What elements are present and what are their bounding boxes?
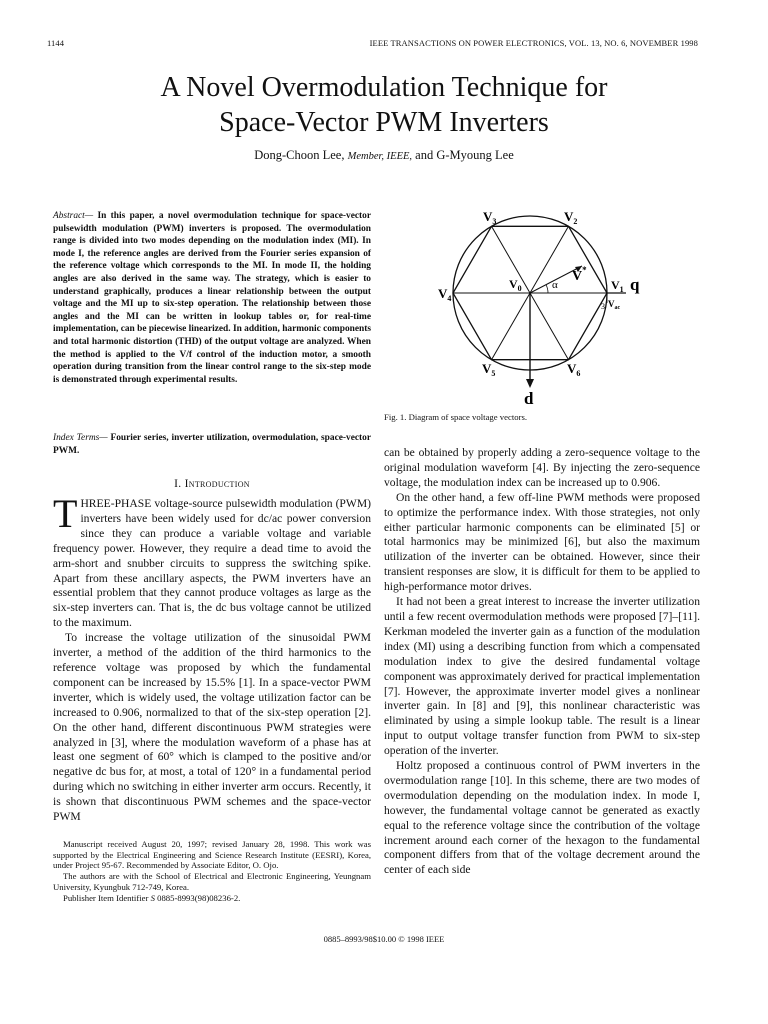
title-line-1: A Novel Overmodulation Technique for (160, 72, 608, 103)
index-terms-text: Fourier series, inverter utilization, overmodulation, space-vector PWM. (53, 433, 372, 456)
section-title: Introduction (184, 478, 250, 490)
right-paragraph-1: can be obtained by properly adding a zero-sequence voltage to the original modulation waveform [4]. By injecting the zero-sequence voltage, the modulation index can be increased up to 0.906. (384, 446, 700, 489)
index-terms (53, 432, 371, 457)
footnotes (53, 839, 371, 903)
alpha-arc (546, 285, 548, 293)
right-paragraph-4: Holtz proposed a continuous control of PWM inverters in the overmodulation range [10]. In this scheme, there are two modes of overmodulation depending on the modulation index. In mode I, however, the fundamental voltage cannot be generated as exactly equal to the reference voltage since the contribution of the voltage increment around each corner of the hexagon to the fundamental component differs from that of the voltage decrement around the center of each side (384, 759, 700, 877)
figure-space-vectors (430, 206, 660, 406)
label-v6: $V_6$ (567, 361, 581, 378)
footnote-manuscript: Manuscript received August 20, 1997; revised January 28, 1998. This work was supported by the Electrical Engineering and Science Research Institute (EESRI), Korea, under Project 95-67. Recommended by Associate Editor, O. Ojo. (53, 839, 371, 871)
label-v3: $V_3$ (483, 209, 497, 226)
label-v5: $V_5$ (482, 361, 496, 378)
drop-cap: T (53, 491, 78, 536)
member-affiliation: Member, IEEE, (347, 151, 413, 162)
label-v0: $V_0$ (509, 277, 522, 293)
author-2: and G-Myoung Lee (415, 148, 514, 162)
label-q-axis: q (630, 275, 640, 294)
page-number: 1144 (47, 38, 65, 48)
section-heading (53, 478, 371, 490)
footnote-identifier-rest: 0885-8993(98)08236-2. (157, 892, 241, 903)
index-terms-label: Index Terms— (53, 433, 108, 443)
label-v4: $V_4$ (438, 286, 452, 303)
footnote-affiliation: The authors are with the School of Electrical and Electronic Engineering, Yeungnam University, Kyungbuk 712-749, Korea. (53, 871, 371, 892)
abstract-text: In this paper, a novel overmodulation technique for space-vector pulsewidth modulation (PWM) inverters is proposed. The overmodulation range is divided into two modes depending on the modulation index (MI). In mode I, the reference angles are derived from the Fourier series expansion of the reference voltage which corresponds to the MI. In mode II, the holding angles are also derived in the same way. The strategy, which is easier to understand graphically, produces a linear relationship between the output voltage and the MI up to six-step operation. The relationship between those angles and the MI can be written in lookup tables or, for real-time implementation, can be piecewise linearized. In addition, harmonic components and total harmonic distortion (THD) of the output voltage are analyzed. When the method is applied to the V/f control of the induction motor, a smooth operation during transition from the linear control range to the six-step mode is demonstrated through experimental results. (53, 211, 371, 385)
right-paragraph-2: On the other hand, a few off-line PWM methods were proposed to optimize the performance index. With those strategies, not only either particular harmonic components can be eliminated [5] or total harmonics may be minimized [6], but also the maximum utilization of the inverter can be obtained. However, since their transient responses are slow, it is difficult for them to be applied to high-performance motor drives. (384, 490, 700, 594)
copyright-footer: 0885–8993/98$10.00 © 1998 IEEE (323, 934, 445, 944)
abstract-label: Abstract— (53, 211, 94, 221)
paper-title (0, 70, 768, 140)
label-vac: $V_{ac}$ (608, 299, 621, 311)
title-line-2: Space-Vector PWM Inverters (219, 107, 549, 138)
label-v2: $V_2$ (564, 209, 578, 226)
label-vstar: V* (572, 265, 587, 284)
section-numeral: I. (174, 478, 182, 490)
right-paragraph-3: It had not been a great interest to increase the inverter utilization until a few recent overmodulation methods were proposed [7]–[11]. Kerkman modeled the inverter gain as a function of the modulation index (MI) using a describing function from which a compensated modulation index to give the desired fundamental voltage component was approximately derived for practical implementation [7]. However, the approximate inverter model gives a nonlinear inverter gain. In [8] and [9], this nonlinear characteristic was eliminated by using a simple lookup table. The result is a linear input to output voltage transfer function from PWM to six-step operation of the inverter. (384, 595, 700, 758)
author-line (0, 148, 768, 163)
footnote-identifier (53, 893, 371, 904)
label-alpha: α (552, 279, 558, 291)
d-axis-arrowhead (526, 379, 534, 388)
footnote-identifier-prefix: Publisher Item Identifier (63, 892, 149, 903)
author-1: Dong-Choon Lee, (254, 148, 345, 162)
intro-paragraph-2: To increase the voltage utilization of the sinusoidal PWM inverter, a method of the addition of the third harmonics to the reference voltage was proposed by which the fundamental component can be increased by 15.5% [1]. In a space-vector PWM inverter, which is widely used, the voltage utilization factor can be increased to 0.906, normalized to that of the six-step operation [2]. On the other hand, different discontinuous PWM strategies were analyzed in [3], where the modulation waveform of a phase has at least one segment of 60° which is clamped to the positive and/or negative dc bus for, at most, a total of 120° in a fundamental period during which no switching in either inverter arm occurs. Recently, it is shown that discontinuous PWM schemes and the space-vector PWM (53, 631, 371, 824)
intro-body (53, 491, 371, 825)
footnote-identifier-s: S (150, 892, 155, 903)
label-v1: $V_1$ (611, 278, 624, 294)
label-vac-prefix: 3 (601, 302, 605, 311)
journal-header: IEEE TRANSACTIONS ON POWER ELECTRONICS, VOL. 13, NO. 6, NOVEMBER 1998 (369, 38, 698, 48)
intro-paragraph-1 (53, 491, 371, 631)
right-column-body (384, 446, 700, 878)
label-d-axis: d (524, 389, 534, 406)
abstract (53, 210, 371, 386)
intro-paragraph-1-text: HREE-PHASE voltage-source pulsewidth modulation (PWM) inverters have been widely used for dc/ac power conversion since they can produce a variable voltage and variable frequency power. However, they require a dead time to avoid the arm-short and snubber circuits to suppress the switching spike. Apart from these ancillary aspects, the PWM inverters have an essential problem that they cannot produce voltages as large as the six-step inverters can. That is, the dc bus voltage cannot be utilized to the maximum. (53, 497, 371, 630)
figure-caption: Fig. 1. Diagram of space voltage vectors. (384, 412, 528, 422)
space-vector-diagram (430, 206, 660, 406)
